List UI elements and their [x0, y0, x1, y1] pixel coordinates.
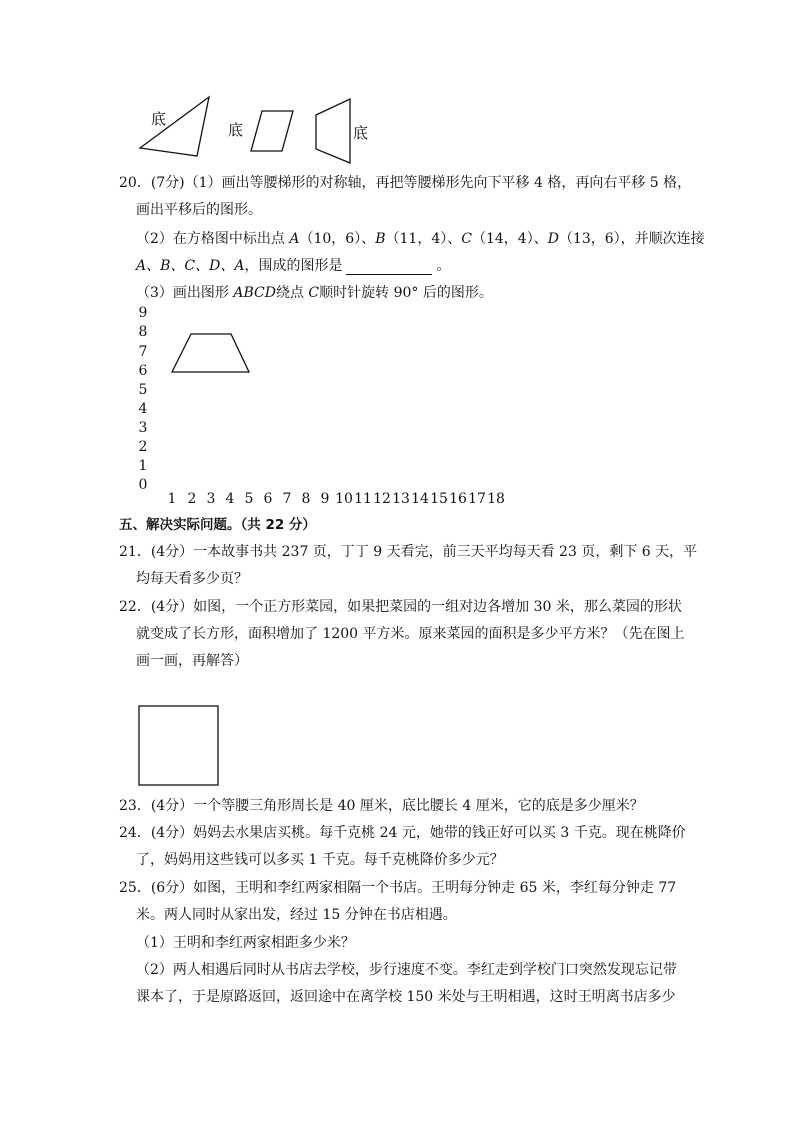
triangle-base-label: 底: [151, 110, 167, 128]
q24-line1: 24．(4分）妈妈去水果店买桃。每千克桃 24 元，她带的钱正好可以买 3 千克。现在桃降价: [119, 825, 686, 841]
trapezoid-shape: [316, 99, 350, 163]
x-label: 5: [244, 491, 254, 507]
q25-line2: 米。两人同时从家出发，经过 15 分钟在书店相遇。: [136, 907, 457, 923]
y-label: 3: [138, 420, 148, 436]
answer-blank[interactable]: [346, 260, 432, 275]
x-label: 3: [206, 491, 216, 507]
y-label: 1: [138, 458, 148, 474]
x-label: 17: [468, 491, 486, 507]
q24-line2: 了，妈妈用这些钱可以多买 1 千克。每千克桃降价多少元？: [136, 852, 504, 868]
q21-line1: 21．(4分）一本故事书共 237 页，丁丁 9 天看完，前三天平均每天看 23 页，剩下 6 天，平: [119, 544, 698, 560]
q21-line2: 均每天看多少页？: [136, 571, 248, 587]
x-label: 18: [487, 491, 505, 507]
q20-line3: （2）在方格图中标出点 A（10，6）、B（11，4）、C（14，4）、D（13，6），并顺次连接: [136, 231, 705, 247]
q25-line5: 课本了，于是原路返回，返回途中在离学校 150 米处与王明相遇，这时王明离书店多少: [136, 989, 676, 1005]
x-label: 6: [263, 491, 273, 507]
y-label: 9: [138, 305, 148, 321]
x-label: 15: [430, 491, 448, 507]
section5-title: 五、解决实际问题。（共 22 分）: [119, 517, 316, 533]
x-label: 12: [373, 491, 391, 507]
q20-line5: （3）画出图形 ABCD绕点 C顺时针旋转 90° 后的图形。: [136, 285, 493, 301]
square-garden: [139, 706, 218, 785]
q25-line1: 25．(6分）如图，王明和李红两家相隔一个书店。王明每分钟走 65 米，李红每分钟走 77: [119, 880, 677, 896]
parallelogram-base-label: 底: [228, 121, 244, 139]
y-label: 2: [138, 439, 148, 455]
x-label: 1: [167, 491, 177, 507]
q20-line2: 画出平移后的图形。: [136, 202, 262, 218]
isosceles-trapezoid-shape: [172, 334, 249, 372]
y-label: 8: [138, 324, 148, 340]
q22-line2: 就变成了长方形，面积增加了 1200 平方米。原来菜园的面积是多少平方米？（先在图上: [136, 626, 685, 642]
x-label: 4: [225, 491, 235, 507]
x-label: 8: [301, 491, 311, 507]
q23-line1: 23．(4分）一个等腰三角形周长是 40 厘米，底比腰长 4 厘米，它的底是多少厘米？: [119, 798, 644, 814]
x-label: 16: [449, 491, 467, 507]
y-label: 7: [138, 344, 148, 360]
y-label: 0: [138, 477, 148, 493]
q20-line4: A、B、C、D、A，围成的图形是 。: [136, 258, 451, 274]
x-label: 9: [320, 491, 330, 507]
x-label: 11: [354, 491, 372, 507]
q22-line1: 22．(4分）如图，一个正方形菜园，如果把菜园的一组对边各增加 30 米，那么菜园的形状: [119, 599, 682, 615]
q22-line3: 画一画，再解答）: [136, 653, 248, 669]
trapezoid-base-label: 底: [353, 124, 369, 142]
y-label: 5: [138, 382, 148, 398]
y-label: 6: [138, 363, 148, 379]
x-label: 7: [282, 491, 292, 507]
parallelogram-shape: [251, 111, 293, 151]
x-label: 14: [411, 491, 429, 507]
q25-line3: （1）王明和李红两家相距多少米？: [136, 935, 355, 951]
x-label: 13: [392, 491, 410, 507]
y-label: 4: [138, 401, 148, 417]
x-label: 10: [335, 491, 353, 507]
q25-line4: （2）两人相遇后同时从书店去学校，步行速度不变。李红走到学校门口突然发现忘记带: [136, 962, 677, 978]
q20-line1: 20．(7分)（1）画出等腰梯形的对称轴，再把等腰梯形先向下平移 4 格，再向右平移 5 格，: [119, 175, 692, 191]
x-label: 2: [187, 491, 197, 507]
